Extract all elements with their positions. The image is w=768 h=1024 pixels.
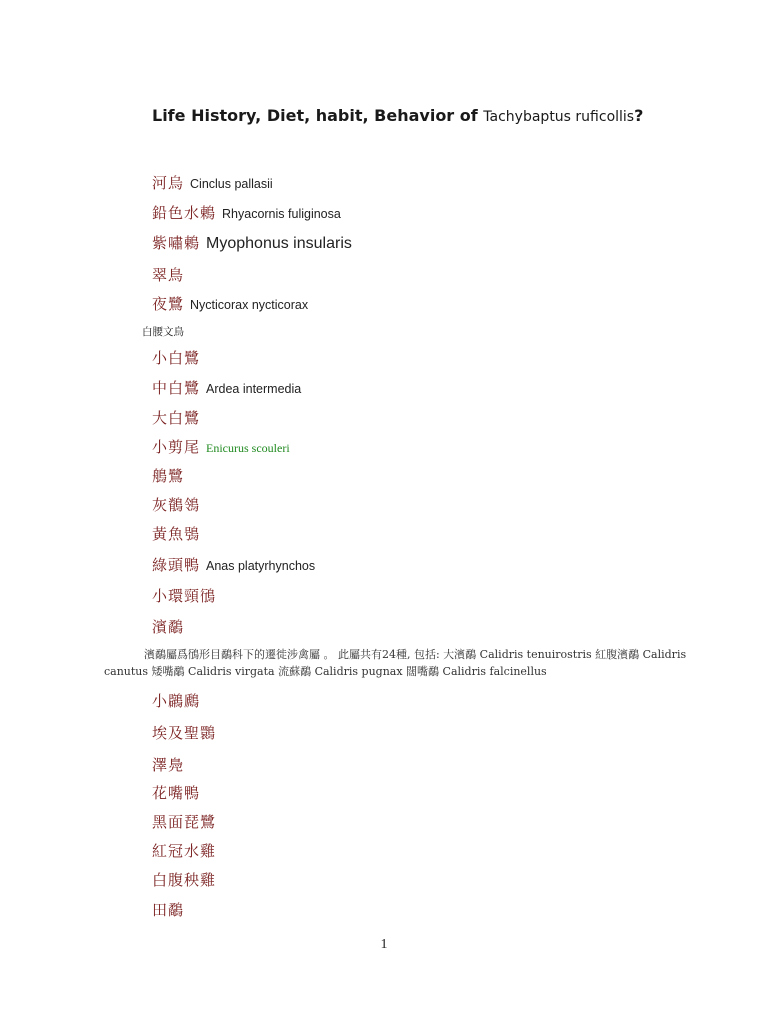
small-note: 白腰文鳥 (142, 326, 184, 338)
chinese-name: 小白鷺 (152, 349, 201, 367)
chinese-name: 翠鳥 (152, 266, 185, 284)
chinese-name: 黃魚鴞 (152, 525, 201, 543)
chinese-name: 鵃鷺 (152, 467, 185, 485)
species-entry (152, 722, 216, 743)
chinese-name: 夜鷺 (152, 295, 185, 313)
chinese-name: 澤鳧 (152, 756, 185, 774)
species-entry (152, 407, 200, 428)
chinese-name: 埃及聖䴉 (152, 724, 217, 742)
chinese-name: 灰鶺鴒 (152, 496, 201, 514)
species-entry (152, 264, 184, 285)
page-number: 1 (380, 937, 388, 952)
chinese-name: 小環頸鴴 (152, 587, 217, 605)
species-entry (152, 869, 216, 890)
species-entry (152, 782, 200, 803)
species-entry (152, 616, 184, 637)
calidris-paragraph: 濱鷸屬爲鴴形目鷸科下的遷徙涉禽屬 。 此屬共有24種, 包括: 大濱鷸 Calidris tenuirostris 紅腹濱鷸 Calidris canutus 矮嘴鷸 Calidris virgata 流蘇鷸 Calidris pugnax 闊嘴鷸 Calidris falcinellus (104, 648, 687, 678)
chinese-name: 河烏 (152, 174, 185, 192)
title-scientific-name: Tachybaptus ruficollis (483, 109, 635, 125)
chinese-name: 小剪尾 (152, 438, 201, 456)
species-entry (152, 754, 184, 775)
species-entry (152, 494, 200, 515)
species-entry (152, 523, 200, 544)
chinese-name: 大白鷺 (152, 409, 201, 427)
chinese-name: 花嘴鴨 (152, 784, 201, 802)
chinese-name: 鉛色水鶇 (152, 204, 217, 222)
latin-name: Myophonus insularis (206, 235, 352, 252)
species-entry (152, 840, 216, 861)
species-entry (152, 232, 352, 253)
species-entry (152, 465, 184, 486)
chinese-name: 小鸊鷉 (152, 692, 201, 710)
species-entry (152, 293, 308, 314)
species-entry (152, 347, 200, 368)
title-question-mark: ? (634, 106, 644, 125)
chinese-name: 黑面琵鷺 (152, 813, 217, 831)
chinese-name: 紅冠水雞 (152, 842, 217, 860)
page-title (152, 106, 643, 125)
species-entry (152, 377, 301, 398)
latin-name: Anas platyrhynchos (206, 559, 316, 573)
species-entry (152, 202, 341, 223)
chinese-name: 濱鷸 (152, 618, 185, 636)
species-entry (152, 436, 290, 457)
chinese-name: 田鷸 (152, 901, 185, 919)
chinese-name: 紫嘯鶇 (152, 234, 201, 252)
chinese-name: 白腹秧雞 (152, 871, 217, 889)
chinese-name: 綠頭鴨 (152, 556, 201, 574)
latin-name: Ardea intermedia (206, 382, 302, 396)
title-main: Life History, Diet, habit, Behavior of (152, 106, 478, 125)
latin-name: Rhyacornis fuliginosa (222, 207, 341, 221)
species-entry (152, 585, 216, 606)
latin-name: Cinclus pallasii (190, 177, 273, 191)
latin-name: Enicurus scouleri (206, 441, 290, 455)
species-entry (152, 172, 273, 193)
latin-name: Nycticorax nycticorax (190, 298, 309, 312)
species-entry (152, 554, 315, 575)
species-entry (152, 811, 216, 832)
species-entry (152, 690, 200, 711)
chinese-name: 中白鷺 (152, 379, 201, 397)
species-entry (152, 899, 184, 920)
